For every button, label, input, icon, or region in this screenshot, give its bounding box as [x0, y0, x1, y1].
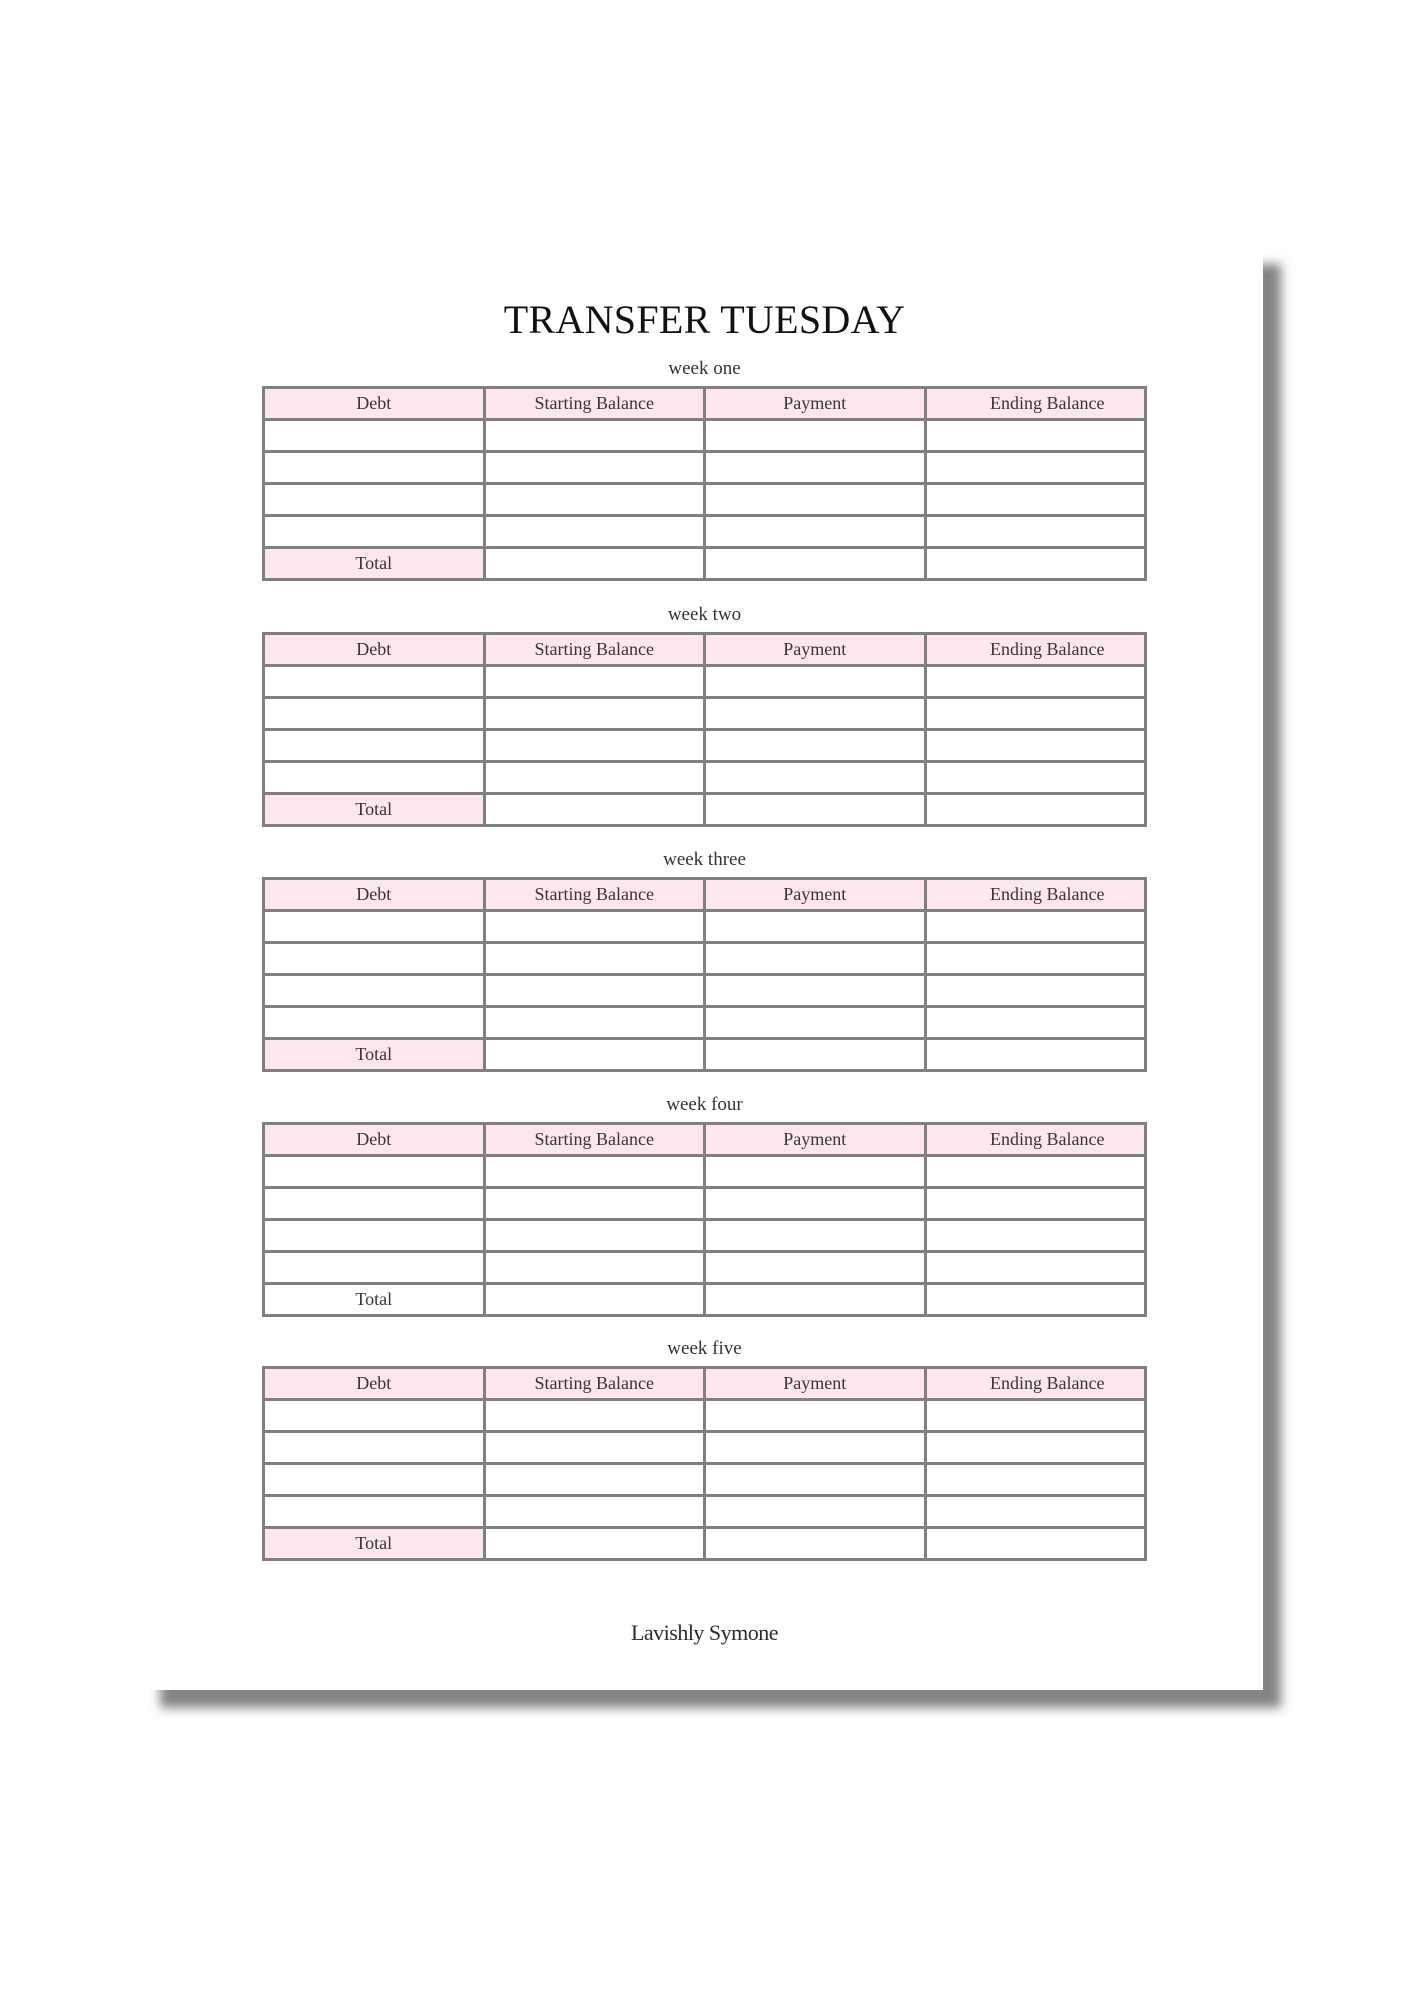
- column-header-label: Debt: [356, 393, 392, 413]
- entry-cell[interactable]: [484, 1007, 705, 1039]
- entry-cell[interactable]: [484, 730, 705, 762]
- entry-cell[interactable]: [925, 1188, 1146, 1220]
- column-header: [925, 879, 1146, 911]
- entry-cell[interactable]: [925, 1252, 1146, 1284]
- entry-cell[interactable]: [705, 484, 926, 516]
- table-row: [264, 1007, 1146, 1039]
- week-table: [262, 877, 1147, 1072]
- entry-cell[interactable]: [484, 1220, 705, 1252]
- entry-cell[interactable]: [484, 911, 705, 943]
- week-table: [262, 1366, 1147, 1561]
- entry-cell[interactable]: [705, 1156, 926, 1188]
- column-header-label: Payment: [783, 884, 847, 904]
- entry-cell[interactable]: [264, 1156, 485, 1188]
- column-header-label: Ending Balance: [990, 884, 1105, 904]
- table-row: [264, 1400, 1146, 1432]
- table-header-row: [264, 1124, 1146, 1156]
- table-row: [264, 1156, 1146, 1188]
- table-row: [264, 516, 1146, 548]
- total-label: Total: [264, 1528, 485, 1560]
- total-label: Total: [264, 1039, 485, 1071]
- entry-cell[interactable]: [264, 943, 485, 975]
- entry-cell[interactable]: [925, 1464, 1146, 1496]
- table-row: [264, 911, 1146, 943]
- entry-cell[interactable]: [705, 516, 926, 548]
- column-header: [705, 1124, 926, 1156]
- brand-footer: Lavishly Symone: [630, 1620, 779, 1645]
- entry-cell[interactable]: [705, 1007, 926, 1039]
- table-header-row: [264, 634, 1146, 666]
- entry-cell[interactable]: [705, 730, 926, 762]
- column-header: [264, 1124, 485, 1156]
- column-header: [484, 1124, 705, 1156]
- column-header: [925, 1368, 1146, 1400]
- table-row: [264, 1496, 1146, 1528]
- total-row: [264, 1528, 1146, 1560]
- entry-cell[interactable]: [925, 1432, 1146, 1464]
- entry-cell[interactable]: [705, 452, 926, 484]
- column-header: [925, 388, 1146, 420]
- table-row: [264, 975, 1146, 1007]
- total-cell[interactable]: [484, 794, 705, 826]
- total-cell[interactable]: [484, 1284, 705, 1316]
- entry-cell[interactable]: [264, 1464, 485, 1496]
- entry-cell[interactable]: [484, 1400, 705, 1432]
- column-header: [925, 1124, 1146, 1156]
- entry-cell[interactable]: [484, 420, 705, 452]
- column-header: [264, 634, 485, 666]
- column-header-label: Ending Balance: [990, 393, 1105, 413]
- entry-cell[interactable]: [264, 911, 485, 943]
- table-row: [264, 1220, 1146, 1252]
- column-header-label: Starting Balance: [534, 1129, 654, 1149]
- entry-cell[interactable]: [264, 1007, 485, 1039]
- column-header-label: Payment: [783, 1129, 847, 1149]
- total-cell[interactable]: [705, 794, 926, 826]
- total-cell[interactable]: [484, 548, 705, 580]
- total-cell[interactable]: [925, 1284, 1146, 1316]
- total-row: [264, 794, 1146, 826]
- entry-cell[interactable]: [705, 420, 926, 452]
- entry-cell[interactable]: [264, 516, 485, 548]
- entry-cell[interactable]: [264, 730, 485, 762]
- table-row: [264, 666, 1146, 698]
- entry-cell[interactable]: [484, 1188, 705, 1220]
- column-header: [484, 1368, 705, 1400]
- entry-cell[interactable]: [705, 698, 926, 730]
- total-label: Total: [264, 1284, 485, 1316]
- table-row: [264, 452, 1146, 484]
- entry-cell[interactable]: [484, 1252, 705, 1284]
- total-cell[interactable]: [484, 1528, 705, 1560]
- entry-cell[interactable]: [484, 975, 705, 1007]
- column-header: [264, 879, 485, 911]
- column-header: [264, 388, 485, 420]
- entry-cell[interactable]: [705, 1464, 926, 1496]
- column-header: [484, 634, 705, 666]
- entry-cell[interactable]: [705, 1432, 926, 1464]
- entry-cell[interactable]: [264, 1220, 485, 1252]
- column-header: [705, 634, 926, 666]
- column-header-label: Payment: [783, 639, 847, 659]
- column-header: [705, 879, 926, 911]
- entry-cell[interactable]: [484, 452, 705, 484]
- column-header-label: Starting Balance: [534, 884, 654, 904]
- column-header: [484, 388, 705, 420]
- column-header-label: Debt: [356, 1129, 392, 1149]
- column-header-label: Debt: [356, 884, 392, 904]
- entry-cell[interactable]: [925, 1007, 1146, 1039]
- entry-cell[interactable]: [925, 762, 1146, 794]
- entry-cell[interactable]: [925, 1220, 1146, 1252]
- week-table: [262, 632, 1147, 827]
- entry-cell[interactable]: [484, 698, 705, 730]
- entry-cell[interactable]: [925, 420, 1146, 452]
- column-header-label: Ending Balance: [990, 1129, 1105, 1149]
- total-row: [264, 1284, 1146, 1316]
- table-header-row: [264, 1368, 1146, 1400]
- week-label: week three: [663, 849, 746, 870]
- total-cell[interactable]: [484, 1039, 705, 1071]
- entry-cell[interactable]: [484, 1432, 705, 1464]
- total-label: Total: [264, 794, 485, 826]
- entry-cell[interactable]: [705, 975, 926, 1007]
- week-label: week one: [668, 358, 741, 379]
- table-row: [264, 1464, 1146, 1496]
- total-cell[interactable]: [925, 548, 1146, 580]
- entry-cell[interactable]: [705, 911, 926, 943]
- entry-cell[interactable]: [925, 730, 1146, 762]
- table-row: [264, 762, 1146, 794]
- entry-cell[interactable]: [484, 1496, 705, 1528]
- entry-cell[interactable]: [925, 452, 1146, 484]
- entry-cell[interactable]: [925, 975, 1146, 1007]
- week-label: week four: [666, 1094, 743, 1115]
- entry-cell[interactable]: [264, 1252, 485, 1284]
- entry-cell[interactable]: [925, 1496, 1146, 1528]
- entry-cell[interactable]: [484, 666, 705, 698]
- entry-cell[interactable]: [925, 1156, 1146, 1188]
- entry-cell[interactable]: [264, 698, 485, 730]
- table-row: [264, 698, 1146, 730]
- entry-cell[interactable]: [264, 452, 485, 484]
- page-title: TRANSFER TUESDAY: [503, 297, 906, 342]
- table-row: [264, 484, 1146, 516]
- entry-cell[interactable]: [264, 1188, 485, 1220]
- column-header: [705, 1368, 926, 1400]
- entry-cell[interactable]: [484, 943, 705, 975]
- entry-cell[interactable]: [925, 516, 1146, 548]
- column-header-label: Ending Balance: [990, 639, 1105, 659]
- entry-cell[interactable]: [705, 1188, 926, 1220]
- table-row: [264, 420, 1146, 452]
- entry-cell[interactable]: [925, 943, 1146, 975]
- entry-cell[interactable]: [925, 1400, 1146, 1432]
- entry-cell[interactable]: [264, 484, 485, 516]
- entry-cell[interactable]: [484, 1156, 705, 1188]
- entry-cell[interactable]: [484, 516, 705, 548]
- entry-cell[interactable]: [705, 666, 926, 698]
- column-header-label: Debt: [356, 1373, 392, 1393]
- column-header-label: Ending Balance: [990, 1373, 1105, 1393]
- entry-cell[interactable]: [705, 1220, 926, 1252]
- entry-cell[interactable]: [484, 484, 705, 516]
- column-header-label: Payment: [783, 1373, 847, 1393]
- entry-cell[interactable]: [705, 1496, 926, 1528]
- total-cell[interactable]: [705, 1284, 926, 1316]
- table-header-row: [264, 388, 1146, 420]
- entry-cell[interactable]: [264, 1496, 485, 1528]
- column-header-label: Starting Balance: [534, 393, 654, 413]
- entry-cell[interactable]: [925, 911, 1146, 943]
- week-label: week two: [667, 604, 742, 625]
- entry-cell[interactable]: [705, 762, 926, 794]
- entry-cell[interactable]: [264, 975, 485, 1007]
- total-row: [264, 548, 1146, 580]
- total-cell[interactable]: [705, 1528, 926, 1560]
- entry-cell[interactable]: [264, 1400, 485, 1432]
- column-header-label: Debt: [356, 639, 392, 659]
- table-row: [264, 730, 1146, 762]
- column-header: [484, 879, 705, 911]
- table-header-row: [264, 879, 1146, 911]
- week-label: week five: [667, 1338, 742, 1359]
- column-header-label: Payment: [783, 393, 847, 413]
- table-row: [264, 1188, 1146, 1220]
- column-header: [925, 634, 1146, 666]
- entry-cell[interactable]: [925, 698, 1146, 730]
- entry-cell[interactable]: [264, 420, 485, 452]
- column-header: [264, 1368, 485, 1400]
- total-cell[interactable]: [925, 1528, 1146, 1560]
- entry-cell[interactable]: [705, 1252, 926, 1284]
- entry-cell[interactable]: [705, 1400, 926, 1432]
- total-cell[interactable]: [925, 1039, 1146, 1071]
- table-row: [264, 943, 1146, 975]
- table-row: [264, 1432, 1146, 1464]
- entry-cell[interactable]: [484, 762, 705, 794]
- planner-page: [146, 250, 1263, 1690]
- column-header-label: Starting Balance: [534, 1373, 654, 1393]
- entry-cell[interactable]: [925, 484, 1146, 516]
- total-row: [264, 1039, 1146, 1071]
- entry-cell[interactable]: [484, 1464, 705, 1496]
- total-cell[interactable]: [925, 794, 1146, 826]
- week-table: [262, 1122, 1147, 1317]
- week-table: [262, 386, 1147, 581]
- total-cell[interactable]: [705, 1039, 926, 1071]
- entry-cell[interactable]: [925, 666, 1146, 698]
- entry-cell[interactable]: [705, 943, 926, 975]
- entry-cell[interactable]: [264, 1432, 485, 1464]
- total-cell[interactable]: [705, 548, 926, 580]
- total-label: Total: [264, 548, 485, 580]
- column-header-label: Starting Balance: [534, 639, 654, 659]
- entry-cell[interactable]: [264, 762, 485, 794]
- entry-cell[interactable]: [264, 666, 485, 698]
- column-header: [705, 388, 926, 420]
- table-row: [264, 1252, 1146, 1284]
